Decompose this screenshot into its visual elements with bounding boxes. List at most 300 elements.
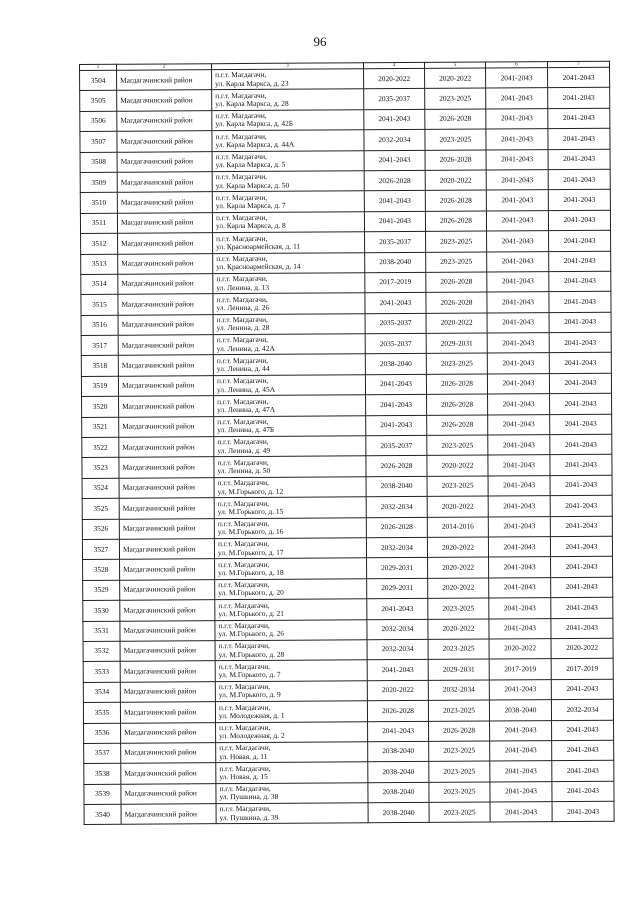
street-text: ул. Ленина, д. 26 [216, 302, 270, 313]
period-col6: 2041-2043 [488, 475, 550, 496]
period-col5: 2023-2025 [426, 231, 487, 252]
district-cell: Магдагачинский район [117, 70, 212, 91]
address-cell [214, 538, 366, 559]
period-col6: 2041-2043 [488, 435, 550, 456]
period-col6: 2041-2043 [489, 557, 551, 578]
period-col4: 2032-2034 [367, 639, 428, 660]
row-number: 3513 [81, 254, 118, 275]
row-number: 3508 [80, 152, 117, 173]
district-cell: Магдагачинский район [117, 131, 212, 152]
district-cell: Магдагачинский район [119, 539, 214, 560]
district-cell: Магдагачинский район [117, 192, 212, 213]
district-cell: Магдагачинский район [119, 477, 214, 498]
settlement-text: п.г.т. Магдагачи, [217, 478, 269, 488]
row-number: 3519 [81, 376, 118, 397]
period-col6: 2038-2040 [489, 700, 551, 721]
period-col4: 2041-2043 [368, 721, 429, 742]
address-cell [215, 619, 367, 640]
district-cell: Магдагачинский район [119, 457, 214, 478]
row-number: 3534 [83, 682, 120, 703]
district-cell: Магдагачинский район [121, 804, 216, 825]
period-col5: 2020-2022 [428, 578, 489, 599]
address-cell [215, 660, 367, 681]
street-text: ул. Карла Маркса, д. 7 [215, 200, 286, 211]
district-cell: Магдагачинский район [121, 743, 216, 764]
period-col7: 2041-2043 [551, 557, 613, 578]
period-col5: 2026-2028 [426, 374, 487, 395]
row-number: 3512 [81, 233, 118, 254]
district-cell: Магдагачинский район [117, 110, 212, 131]
period-col4: 2035-2037 [365, 232, 426, 253]
period-col7: 2041-2043 [548, 128, 610, 149]
settlement-text: п.г.т. Магдагачи, [218, 681, 271, 692]
address-cell [212, 130, 364, 151]
street-text: ул. Молодежная, д. 1 [218, 710, 285, 720]
period-col6: 2041-2043 [490, 720, 552, 741]
address-cell [213, 232, 365, 253]
period-col5: 2023-2025 [428, 700, 489, 721]
period-col7: 2041-2043 [552, 740, 614, 761]
period-col7: 2041-2043 [548, 67, 610, 88]
period-col7: 2041-2043 [549, 251, 611, 272]
period-col6: 2041-2043 [487, 312, 549, 333]
period-col5: 2026-2028 [426, 292, 487, 313]
district-cell: Магдагачинский район [117, 90, 212, 111]
period-col4: 2032-2034 [366, 537, 427, 558]
district-cell: Магдагачинский район [120, 600, 215, 621]
address-cell [213, 273, 365, 294]
column-number: 5 [424, 62, 485, 68]
period-col4: 2035-2037 [365, 333, 426, 354]
period-col5: 2026-2028 [426, 272, 487, 293]
period-col4: 2029-2031 [367, 558, 428, 579]
row-number: 3535 [83, 702, 120, 723]
period-col5: 2023-2025 [429, 782, 490, 803]
address-cell [214, 456, 366, 477]
settlement-text: п.г.т. Магдагачи, [219, 722, 271, 733]
district-cell: Магдагачинский район [120, 641, 215, 662]
period-col7: 2041-2043 [550, 434, 612, 455]
street-text: ул. Красноармейская, д. 11 [216, 241, 301, 251]
settlement-text: п.г.т. Магдагачи, [217, 396, 269, 406]
settlement-text: п.г.т. Магдагачи, [219, 743, 271, 753]
district-cell: Магдагачинский район [118, 253, 213, 274]
period-col5: 2023-2025 [425, 88, 486, 109]
address-cell [216, 782, 368, 803]
address-cell [215, 558, 367, 579]
street-text: ул. М.Горького, д. 12 [217, 486, 284, 496]
period-col7: 2020-2022 [551, 638, 613, 659]
street-text: ул. Ленина, д. 45А [216, 384, 276, 394]
row-number: 3530 [83, 600, 120, 621]
housing-repair-table [79, 61, 615, 826]
row-number: 3532 [83, 641, 120, 662]
period-col6: 2041-2043 [489, 618, 551, 639]
row-number: 3510 [80, 193, 117, 214]
period-col5: 2029-2031 [426, 333, 487, 354]
district-cell: Магдагачинский район [118, 335, 213, 356]
street-text: ул. Карла Маркса, д. 8 [215, 221, 286, 231]
period-col6: 2041-2043 [487, 292, 549, 313]
column-number: 2 [117, 64, 212, 71]
address-cell [214, 477, 366, 498]
table-body [80, 61, 615, 825]
street-text: ул. Ленина, д. 28 [216, 323, 270, 333]
street-text: ул. М.Горького, д. 20 [218, 588, 284, 598]
period-col4: 2041-2043 [365, 374, 426, 395]
settlement-text: п.г.т. Магдагачи, [217, 498, 270, 508]
period-col7: 2041-2043 [552, 720, 614, 741]
period-col7: 2041-2043 [549, 353, 611, 374]
row-number: 3521 [82, 417, 119, 438]
row-number: 3507 [80, 131, 117, 152]
row-number: 3529 [83, 580, 120, 601]
period-col6: 2041-2043 [487, 231, 549, 252]
address-cell [212, 69, 364, 90]
district-cell: Магдагачинский район [118, 314, 213, 335]
street-text: ул. Карла Маркса, д. 42Б [215, 119, 294, 129]
period-col5: 2023-2025 [429, 802, 490, 823]
district-cell: Магдагачинский район [121, 722, 216, 743]
settlement-text: п.г.т. Магдагачи, [215, 151, 267, 162]
row-number: 3506 [80, 111, 117, 132]
period-col7: 2041-2043 [549, 373, 611, 394]
address-cell [214, 497, 366, 518]
district-cell: Магдагачинский район [117, 172, 212, 193]
row-number: 3509 [80, 172, 117, 193]
period-col7: 2032-2034 [551, 699, 613, 720]
period-col5: 2023-2025 [429, 761, 490, 782]
row-number: 3527 [82, 539, 119, 560]
settlement-text: п.г.т. Магдагачи, [216, 355, 269, 366]
period-col5: 2029-2031 [428, 659, 489, 680]
period-col7: 2041-2043 [549, 312, 611, 333]
settlement-text: п.г.т. Магдагачи, [219, 763, 271, 773]
row-number: 3536 [84, 723, 121, 744]
period-col5: 2020-2022 [428, 619, 489, 640]
period-col7: 2041-2043 [548, 108, 610, 129]
district-cell: Магдагачинский район [120, 681, 215, 702]
period-col7: 2041-2043 [548, 190, 610, 211]
period-col5: 2023-2025 [428, 639, 489, 660]
address-cell [212, 211, 364, 232]
row-number: 3526 [82, 519, 119, 540]
address-cell [215, 701, 367, 722]
period-col5: 2026-2028 [425, 190, 486, 211]
period-col7: 2041-2043 [552, 781, 614, 802]
period-col5: 2026-2028 [425, 109, 486, 130]
row-number: 3523 [82, 458, 119, 479]
street-text: ул. М.Горького, д. 17 [217, 547, 284, 557]
column-number: 4 [363, 62, 424, 68]
district-cell: Магдагачинский район [120, 579, 215, 600]
street-text: ул. Ленина, д. 42А [216, 343, 275, 353]
period-col6: 2041-2043 [487, 272, 549, 293]
row-number: 3525 [82, 498, 119, 519]
period-col5: 2032-2034 [428, 680, 489, 701]
period-col5: 2020-2022 [425, 170, 486, 191]
period-col5: 2023-2025 [427, 476, 488, 497]
period-col7: 2041-2043 [548, 149, 610, 170]
district-cell: Магдагачинский район [119, 396, 214, 417]
period-col4: 2026-2028 [367, 700, 428, 721]
period-col4: 2041-2043 [367, 599, 428, 620]
street-text: ул. Ленина, д. 49 [217, 445, 271, 455]
period-col6: 2041-2043 [490, 761, 552, 782]
table-row [84, 801, 614, 825]
period-col4: 2020-2022 [367, 680, 428, 701]
settlement-text: п.г.т. Магдагачи, [215, 212, 268, 223]
period-col5: 2026-2028 [425, 211, 486, 232]
period-col6: 2041-2043 [486, 170, 548, 191]
period-col6: 2041-2043 [490, 802, 552, 823]
address-cell [216, 803, 368, 824]
settlement-text: п.г.т. Магдагачи, [215, 111, 267, 121]
address-cell [212, 171, 364, 192]
period-col5: 2026-2028 [427, 415, 488, 436]
row-number: 3540 [84, 804, 121, 825]
street-text: ул. Карла Маркса, д. 5 [215, 159, 286, 170]
district-cell: Магдагачинский район [118, 274, 213, 295]
settlement-text: п.г.т. Магдагачи, [217, 457, 269, 467]
period-col4: 2038-2040 [368, 741, 429, 762]
settlement-text: п.г.т. Магдагачи, [215, 90, 267, 100]
period-col4: 2038-2040 [365, 354, 426, 375]
settlement-text: п.г.т. Магдагачи, [217, 416, 269, 427]
street-text: ул. Ленина, д. 47Б [217, 425, 275, 435]
period-col7: 2041-2043 [551, 577, 613, 598]
street-text: ул. Новая, д. 15 [219, 771, 268, 782]
row-number: 3533 [83, 662, 120, 683]
period-col4: 2038-2040 [368, 762, 429, 783]
period-col6: 2041-2043 [487, 373, 549, 394]
period-col7: 2041-2043 [551, 618, 613, 639]
period-col4: 2041-2043 [366, 415, 427, 436]
period-col4: 2026-2028 [366, 456, 427, 477]
period-col4: 2029-2031 [367, 578, 428, 599]
row-number: 3537 [84, 743, 121, 764]
address-cell [216, 742, 368, 763]
period-col7: 2041-2043 [549, 230, 611, 251]
settlement-text: п.г.т. Магдагачи, [218, 702, 271, 712]
period-col5: 2026-2028 [427, 394, 488, 415]
row-number: 3505 [80, 91, 117, 112]
period-col6: 2041-2043 [490, 741, 552, 762]
period-col7: 2041-2043 [551, 597, 613, 618]
settlement-text: п.г.т. Магдагачи, [218, 661, 271, 671]
period-col5: 2023-2025 [425, 129, 486, 150]
period-col7: 2041-2043 [548, 169, 610, 190]
period-col6: 2041-2043 [488, 496, 550, 517]
street-text: ул. М.Горького, д. 28 [218, 649, 285, 659]
period-col7: 2041-2043 [549, 271, 611, 292]
street-text: ул. Карла Маркса, д. 23 [215, 78, 289, 88]
period-col4: 2032-2034 [367, 619, 428, 640]
row-number: 3504 [80, 70, 117, 91]
address-cell [212, 89, 364, 110]
row-number: 3524 [82, 478, 119, 499]
address-cell [213, 354, 365, 375]
district-cell: Магдагачинский район [117, 212, 212, 233]
period-col7: 2041-2043 [550, 495, 612, 516]
settlement-text: п.г.т. Магдагачи, [218, 600, 270, 610]
settlement-text: п.г.т. Магдагачи, [216, 294, 268, 304]
period-col6: 2041-2043 [488, 516, 550, 537]
address-cell [214, 517, 366, 538]
period-col7: 2041-2043 [551, 679, 613, 700]
settlement-text: п.г.т. Магдагачи, [216, 274, 268, 284]
district-cell: Магдагачинский район [120, 559, 215, 580]
district-cell: Магдагачинский район [119, 437, 214, 458]
period-col6: 2017-2019 [489, 659, 551, 680]
period-col7: 2041-2043 [549, 292, 611, 313]
settlement-text: п.г.т. Магдагачи, [216, 335, 269, 345]
address-cell [213, 313, 365, 334]
period-col7: 2041-2043 [552, 801, 614, 822]
address-cell [212, 150, 364, 171]
period-col6: 2041-2043 [486, 108, 548, 129]
street-text: ул. М.Горького, д. 26 [218, 628, 285, 639]
column-number: 6 [485, 62, 547, 68]
period-col7: 2041-2043 [550, 455, 612, 476]
period-col4: 2032-2034 [364, 130, 425, 151]
period-col5: 2023-2025 [428, 598, 489, 619]
row-number: 3517 [81, 335, 118, 356]
period-col7: 2041-2043 [550, 475, 612, 496]
period-col5: 2023-2025 [427, 435, 488, 456]
period-col4: 2026-2028 [364, 170, 425, 191]
period-col4: 2041-2043 [364, 109, 425, 130]
column-number: 3 [212, 63, 364, 70]
settlement-text: п.г.т. Магдагачи, [216, 376, 269, 386]
street-text: ул. Ленина, д. 13 [216, 282, 270, 292]
column-number: 1 [80, 64, 117, 70]
period-col5: 2023-2025 [426, 252, 487, 273]
district-cell: Магдагачинский район [118, 376, 213, 397]
settlement-text: п.г.т. Магдагачи, [218, 641, 270, 651]
period-col7: 2041-2043 [548, 88, 610, 109]
row-number: 3514 [81, 274, 118, 295]
row-number: 3528 [83, 560, 120, 581]
period-col7: 2041-2043 [552, 761, 614, 782]
period-col7: 2041-2043 [550, 516, 612, 537]
period-col6: 2041-2043 [487, 251, 549, 272]
settlement-text: п.г.т. Магдагачи, [219, 783, 271, 794]
period-col4: 2017-2019 [365, 272, 426, 293]
period-col4: 2041-2043 [365, 293, 426, 314]
street-text: ул. М.Горького, д. 18 [218, 567, 284, 578]
period-col6: 2041-2043 [486, 68, 548, 89]
period-col4: 2038-2040 [368, 782, 429, 803]
period-col4: 2035-2037 [366, 435, 427, 456]
period-col5: 2020-2022 [426, 313, 487, 334]
address-cell [216, 762, 368, 783]
address-cell [215, 579, 367, 600]
period-col7: 2041-2043 [550, 394, 612, 415]
settlement-text: п.г.т. Магдагачи, [216, 233, 268, 243]
address-cell [214, 395, 366, 416]
district-cell: Магдагачинский район [119, 518, 214, 539]
street-text: ул. Карла Маркса, д. 28 [215, 98, 289, 109]
street-text: ул. М.Горького, д. 7 [218, 669, 281, 680]
settlement-text: п.г.т. Магдагачи, [216, 253, 268, 264]
settlement-text: п.г.т. Магдагачи, [217, 437, 269, 447]
period-col6: 2041-2043 [486, 149, 548, 170]
period-col5: 2020-2022 [427, 496, 488, 517]
settlement-text: п.г.т. Магдагачи, [218, 620, 270, 631]
address-cell [213, 252, 365, 273]
street-text: ул. Новая, д. 11 [219, 751, 268, 761]
district-cell: Магдагачинский район [120, 661, 215, 682]
settlement-text: п.г.т. Магдагачи, [218, 580, 270, 590]
street-text: ул. Молодежная, д. 2 [219, 730, 285, 741]
period-col4: 2041-2043 [366, 395, 427, 416]
district-cell: Магдагачинский район [119, 498, 214, 519]
period-col5: 2014-2016 [427, 517, 488, 538]
settlement-text: п.г.т. Магдагачи, [215, 172, 268, 182]
address-cell [214, 436, 366, 457]
row-number: 3516 [81, 315, 118, 336]
period-col4: 2035-2037 [365, 313, 426, 334]
street-text: ул. М.Горького, д. 16 [217, 527, 284, 537]
street-text: ул. М.Горького, д. 21 [218, 608, 284, 619]
period-col6: 2041-2043 [486, 210, 548, 231]
district-cell: Магдагачинский район [118, 355, 213, 376]
period-col4: 2038-2040 [368, 802, 429, 823]
street-text: ул. Ленина, д. 44 [216, 363, 270, 374]
district-cell: Магдагачинский район [118, 294, 213, 315]
period-col6: 2041-2043 [486, 88, 548, 109]
period-col6: 2041-2043 [489, 577, 551, 598]
address-cell [215, 680, 367, 701]
settlement-text: п.г.т. Магдагачи, [216, 314, 268, 325]
row-number: 3511 [80, 213, 117, 234]
period-col5: 2020-2022 [427, 455, 488, 476]
street-text: ул. Ленина, д. 47А [217, 404, 276, 415]
row-number: 3515 [81, 295, 118, 316]
period-col6: 2041-2043 [490, 781, 552, 802]
row-number: 3520 [82, 397, 119, 418]
period-col6: 2041-2043 [488, 394, 550, 415]
period-col6: 2041-2043 [488, 414, 550, 435]
row-number: 3518 [81, 356, 118, 377]
settlement-text: п.г.т. Магдагачи, [217, 539, 270, 549]
row-number: 3531 [83, 621, 120, 642]
street-text: ул. М.Горького, д. 9 [218, 690, 281, 700]
address-cell [215, 640, 367, 661]
period-col5: 2023-2025 [426, 353, 487, 374]
street-text: ул. Ленина, д. 50 [217, 465, 271, 476]
street-text: ул. Красноармейская, д. 14 [216, 261, 301, 272]
district-cell: Магдагачинский район [119, 416, 214, 437]
row-number: 3539 [84, 784, 121, 805]
row-number: 3538 [84, 764, 121, 785]
street-text: ул. Карла Маркса, д. 50 [215, 180, 290, 190]
period-col5: 2020-2022 [427, 537, 488, 558]
district-cell: Магдагачинский район [118, 233, 213, 254]
address-cell [216, 721, 368, 742]
period-col5: 2023-2025 [429, 741, 490, 762]
period-col4: 2038-2040 [365, 252, 426, 273]
period-col4: 2041-2043 [364, 211, 425, 232]
address-cell [213, 293, 365, 314]
period-col4: 2032-2034 [366, 497, 427, 518]
settlement-text: п.г.т. Магдагачи, [215, 70, 267, 80]
street-text: ул. Карла Маркса, д. 44А [215, 139, 295, 150]
district-cell: Магдагачинский район [121, 783, 216, 804]
settlement-text: п.г.т. Магдагачи, [215, 131, 267, 141]
period-col4: 2041-2043 [367, 660, 428, 681]
